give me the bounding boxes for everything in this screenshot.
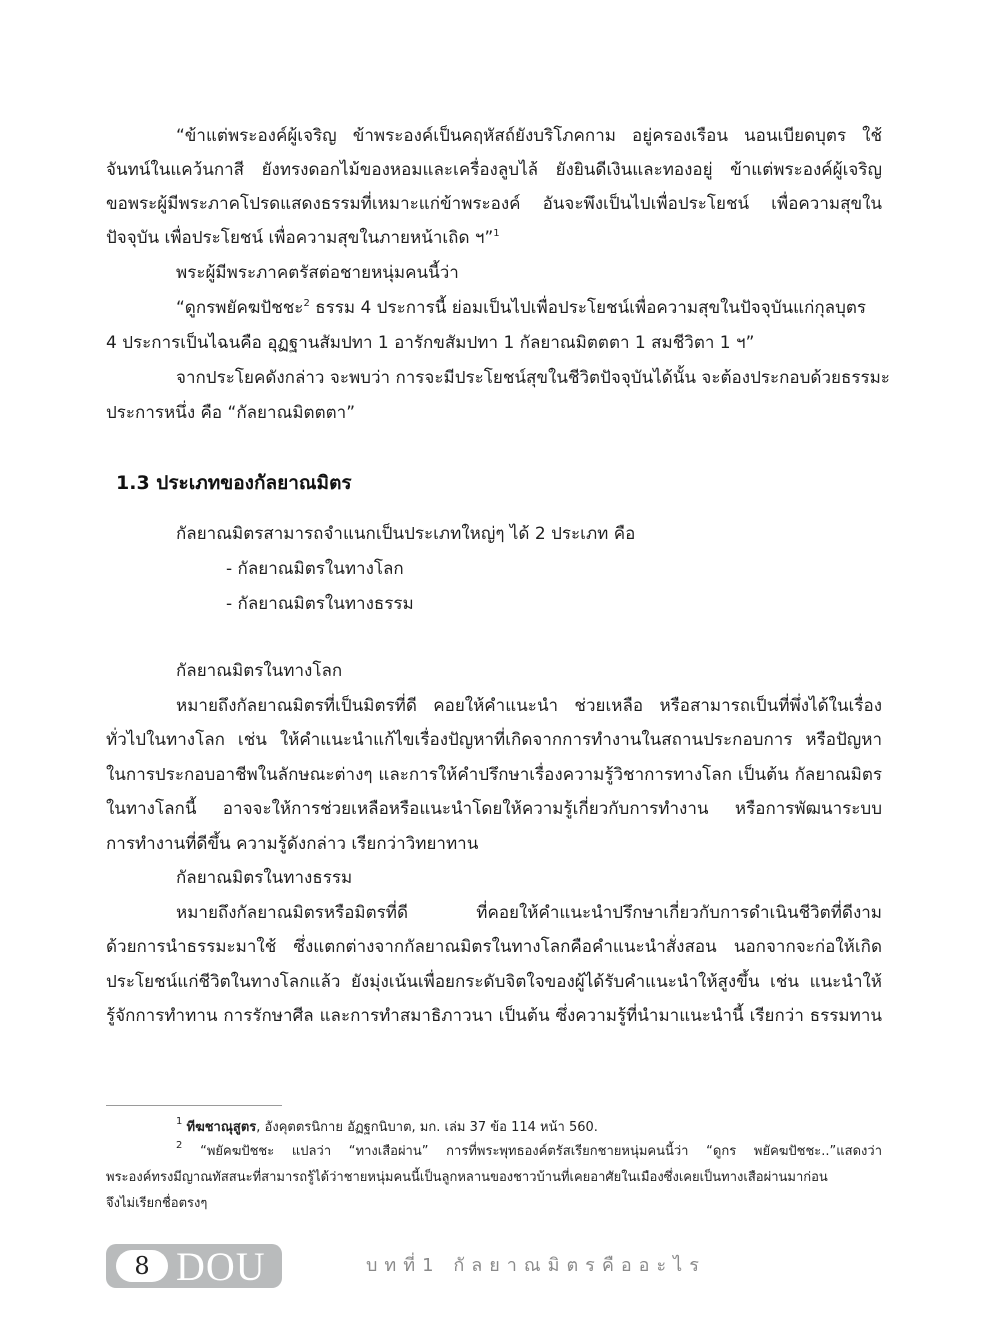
footnote-ref[interactable]: 2 <box>303 298 310 309</box>
page-number: 8 <box>116 1250 168 1282</box>
paragraph-line: ทั่วไปในทางโลก เช่น ให้คำแนะนำแก้ไขเรื่องปัญหาที่เกิดจากการทำงานในสถานประกอบการ หรือปัญหา <box>106 730 882 750</box>
footnote-2 <box>176 1142 882 1162</box>
footnote-source-title: ทีฆชาณุสูตร <box>186 1120 257 1135</box>
paragraph-text: ธรรม 4 ประการนี้ ย่อมเป็นไปเพื่อประโยชน์เพื่อความสุขในปัจจุบันแก่กุลบุตร <box>309 298 867 318</box>
paragraph-line <box>176 296 882 320</box>
subsection-title: กัลยาณมิตรในทางธรรม <box>176 868 353 888</box>
footnote-divider <box>106 1105 282 1106</box>
dou-logo: DOU <box>176 1244 266 1289</box>
paragraph-line: จากประโยคดังกล่าว จะพบว่า การจะมีประโยชน์สุขในชีวิตปัจจุบันได้นั้น จะต้องประกอบด้วยธรรมะ <box>176 368 890 388</box>
footnote-number: 2 <box>176 1140 183 1151</box>
paragraph-line: รู้จักการทำทาน การรักษาศีล และการทำสมาธิภาวนา เป็นต้น ซึ่งความรู้ที่นำมาแนะนำนี้ เรียกว่า ธรรมทาน <box>106 1006 882 1026</box>
paragraph-text: “ดูกรพยัคฆปัชชะ <box>176 298 304 318</box>
paragraph-line: หมายถึงกัลยาณมิตรหรือมิตรที่ดี ที่คอยให้คำแนะนำปรึกษาเกี่ยวกับการดำเนินชีวิตที่ดีงาม <box>176 903 882 923</box>
paragraph-line: กัลยาณมิตรสามารถจำแนกเป็นประเภทใหญ่ๆ ได้ 2 ประเภท คือ <box>176 524 636 544</box>
paragraph-line: ขอพระผู้มีพระภาคโปรดแสดงธรรมที่เหมาะแก่ข้าพระองค์ อันจะพึงเป็นไปเพื่อประโยชน์ เพื่อความสุขใน <box>106 194 882 214</box>
paragraph-line <box>106 226 882 250</box>
bullet-item: - กัลยาณมิตรในทางโลก <box>226 559 404 579</box>
paragraph-line: ในการประกอบอาชีพในลักษณะต่างๆ และการให้คำปรึกษาเรื่องความรู้วิชาการทางโลก เป็นต้น กัลยาณมิตร <box>106 765 882 785</box>
paragraph-line: ประโยชน์แก่ชีวิตในทางโลกแล้ว ยังมุ่งเน้นเพื่อยกระดับจิตใจของผู้ได้รับคำแนะนำให้สูงขึ้น เช่น แนะนำให้ <box>106 972 882 992</box>
paragraph-text: ปัจจุบัน เพื่อประโยชน์ เพื่อความสุขในภายหน้าเถิด ฯ” <box>106 228 494 248</box>
paragraph-line: การทำงานที่ดีขึ้น ความรู้ดังกล่าว เรียกว่าวิทยาทาน <box>106 834 479 854</box>
footnote-ref[interactable]: 1 <box>493 228 500 239</box>
paragraph-line: ด้วยการนำธรรมะมาใช้ ซึ่งแตกต่างจากกัลยาณมิตรในทางโลกคือคำแนะนำสั่งสอน นอกจากจะก่อให้เกิด <box>106 937 882 957</box>
paragraph-line: จันทน์ในแคว้นกาสี ยังทรงดอกไม้ของหอมและเครื่องลูบไล้ ยังยินดีเงินและทองอยู่ ข้าแต่พระองค์ผู้เจริญ <box>106 160 882 180</box>
footnote-1 <box>176 1118 882 1138</box>
footnote-number: 1 <box>176 1116 183 1127</box>
section-heading: 1.3 ประเภทของกัลยาณมิตร <box>116 472 352 494</box>
chapter-title: บทที่1 กัลยาณมิตรคืออะไร <box>366 1255 706 1276</box>
paragraph-line: พระผู้มีพระภาคตรัสต่อชายหนุ่มคนนี้ว่า <box>176 263 459 283</box>
paragraph-line: 4 ประการเป็นไฉนคือ อุฏฐานสัมปทา 1 อารักขสัมปทา 1 กัลยาณมิตตตา 1 สมชีวิตา 1 ฯ” <box>106 333 755 353</box>
bullet-item: - กัลยาณมิตรในทางธรรม <box>226 594 414 614</box>
paragraph-line: ในทางโลกนี้ อาจจะให้การช่วยเหลือหรือแนะนำโดยให้ความรู้เกี่ยวกับการทำงาน หรือการพัฒนาระบบ <box>106 799 882 819</box>
footnote-text: “พยัคฆปัชชะ แปลว่า “ทางเสือผ่าน” การที่พระพุทธองค์ตรัสเรียกชายหนุ่มคนนี้ว่า “ดูกร พยัคฆปัชชะ..”แสดงว่า <box>200 1144 882 1159</box>
page-badge <box>106 1244 282 1288</box>
subsection-title: กัลยาณมิตรในทางโลก <box>176 661 343 681</box>
paragraph-line: หมายถึงกัลยาณมิตรที่เป็นมิตรที่ดี คอยให้คำแนะนำ ช่วยเหลือ หรือสามารถเป็นที่พึ่งได้ในเรื่อง <box>176 696 882 716</box>
paragraph-line: ประการหนึ่ง คือ “กัลยาณมิตตตา” <box>106 403 356 423</box>
footnote-text: , อังคุตตรนิกาย อัฏฐกนิบาต, มก. เล่ม 37 ข้อ 114 หน้า 560. <box>256 1120 598 1135</box>
footnote-line: จึงไม่เรียกชื่อตรงๆ <box>106 1196 208 1211</box>
footnote-line: พระองค์ทรงมีญาณทัสสนะที่สามารถรู้ได้ว่าชายหนุ่มคนนี้เป็นลูกหลานของชาวบ้านที่เคยอาศัยในเมืองซึ่งเคยเป็นทางเสือผ่านมาก่อน <box>106 1170 828 1185</box>
paragraph-line: “ข้าแต่พระองค์ผู้เจริญ ข้าพระองค์เป็นคฤหัสถ์ยังบริโภคกาม อยู่ครองเรือน นอนเบียดบุตร ใช้ <box>176 126 882 146</box>
